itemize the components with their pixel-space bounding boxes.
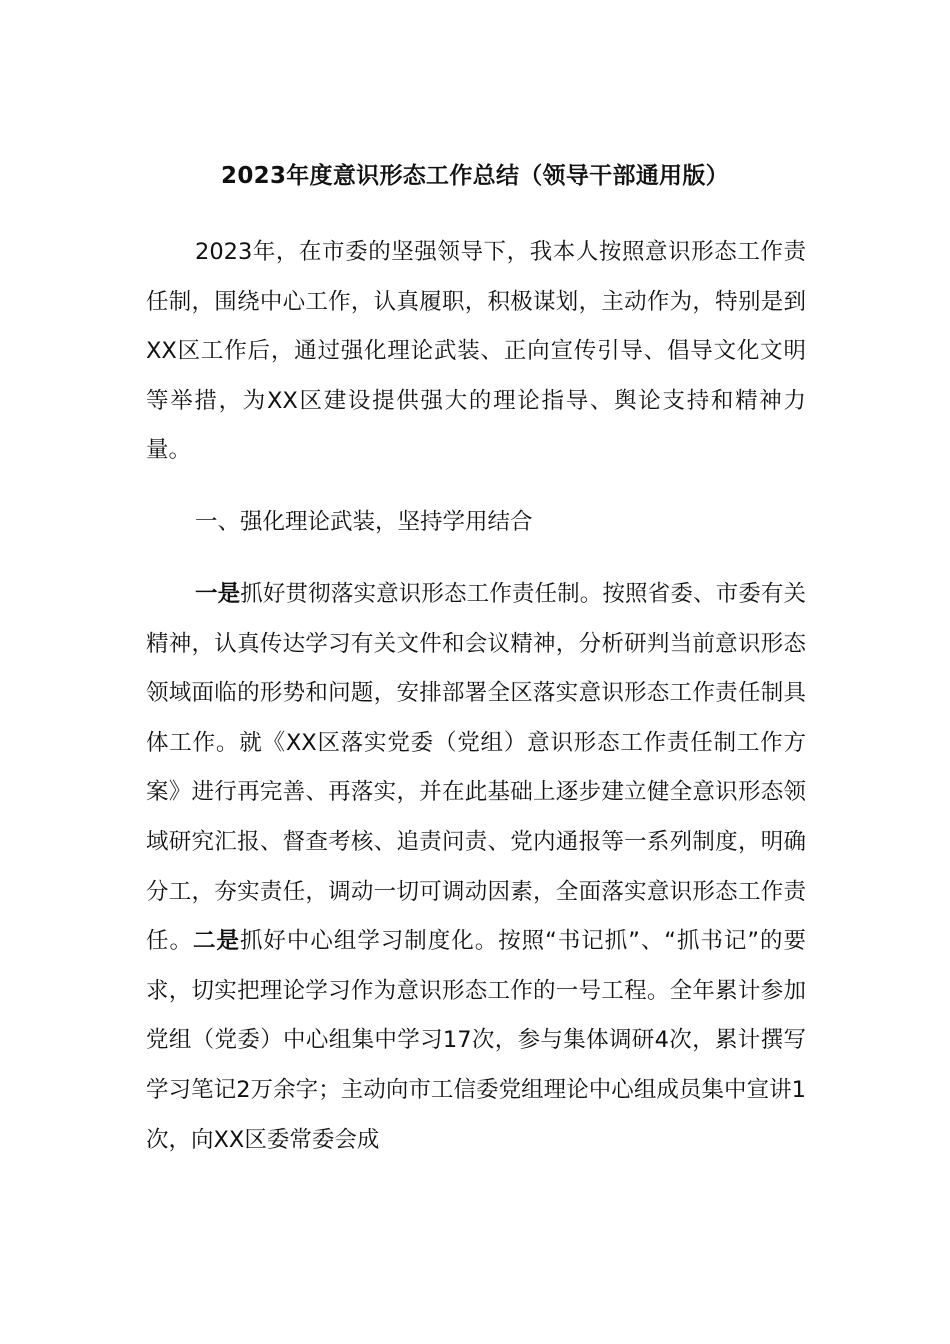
section1-paragraph xyxy=(146,570,806,1165)
lead-label-2: 二是 xyxy=(192,928,240,955)
lead-label-1: 一是 xyxy=(195,581,241,607)
section1-text-1: 抓好贯彻落实意识形态工作责任制。按照省委、市委有关精神，认真传达学习有关文件和会议精神，分析研判当前意识形态领域面临的形势和问题，安排部署全区落实意识形态工作责任制具体工作。就《XX区落实党委（党组）意识形态工作责任制工作方案》进行再完善、再落实，并在此基础上逐步建立健全意识形态领域研究汇报、督查考核、追责问责、党内通报等一系列制度，明确分工，夯实责任，调动一切可调动因素，全面落实意识形态工作责任。 xyxy=(146,581,806,955)
section-heading-1: 一、强化理论武装，坚持学用结合 xyxy=(195,509,533,535)
section1-text-2: 抓好中心组学习制度化。按照“书记抓”、“抓书记”的要求，切实把理论学习作为意识形态工作的一号工程。全年累计参加党组（党委）中心组集中学习17次，参与集体调研4次，累计撰写学习笔记2万余字；主动向市工信委党组理论中心组成员集中宣讲1次，向XX区委常委会成 xyxy=(146,928,806,1153)
document-title: 2023年度意识形态工作总结（领导干部通用版） xyxy=(221,163,729,189)
intro-paragraph: 2023年，在市委的坚强领导下，我本人按照意识形态工作责任制，围绕中心工作，认真履职，积极谋划，主动作为，特别是到XX区工作后，通过强化理论武装、正向宣传引导、倡导文化文明等举措，为XX区建设提供强大的理论指导、舆论支持和精神力量。 xyxy=(146,239,806,464)
